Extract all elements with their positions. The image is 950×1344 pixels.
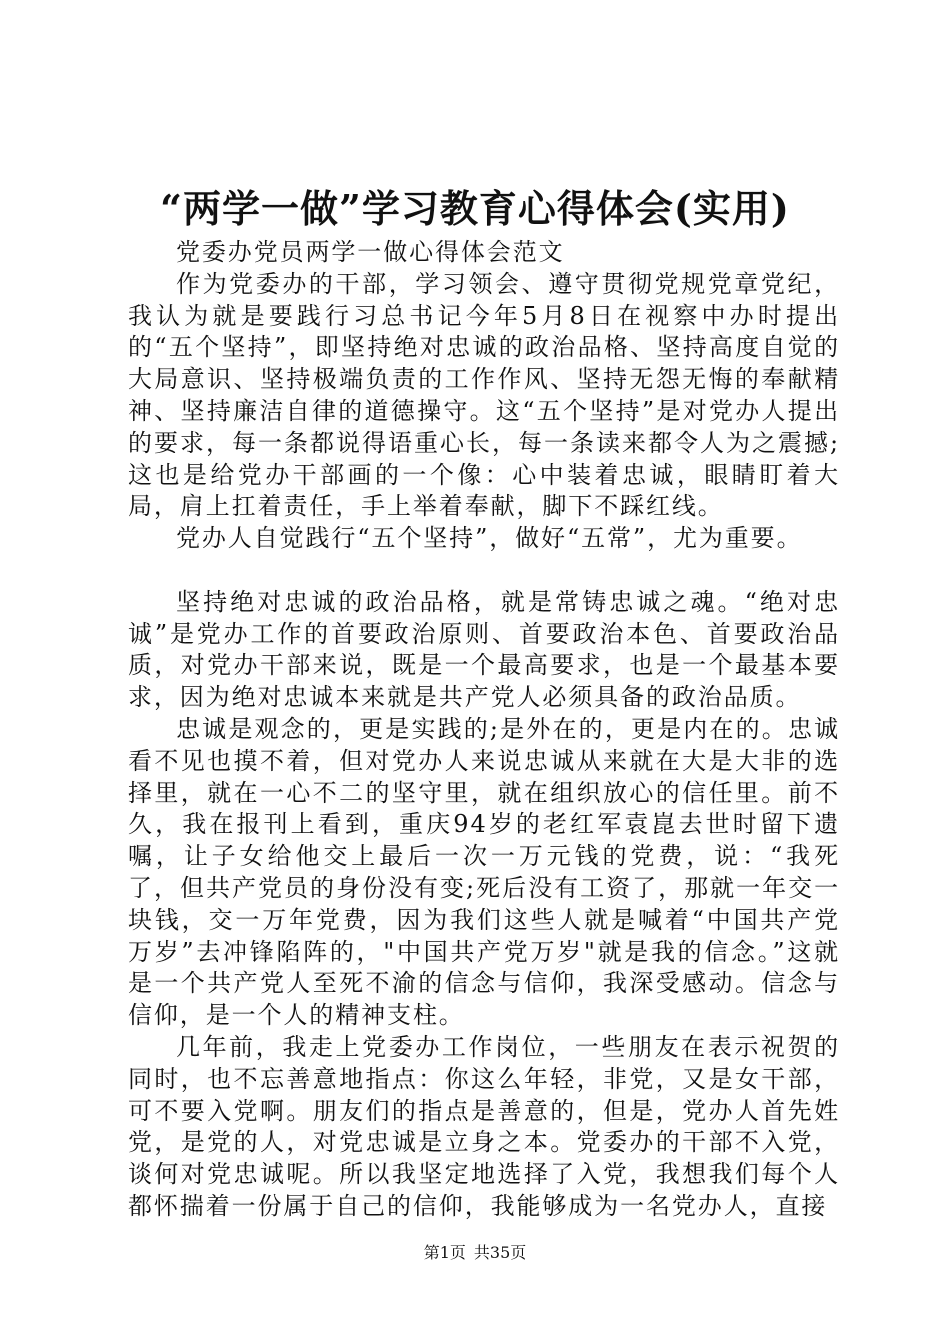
total-page-count: 共35页 — [473, 1243, 527, 1262]
current-page-number: 第1页 — [423, 1243, 466, 1262]
paragraph: 党办人自觉践行“五个坚持”，做好“五常”，尤为重要。 — [176, 524, 803, 553]
page-title: “两学一做”学习教育心得体会(实用) — [160, 186, 790, 231]
page-footer — [0, 1242, 950, 1264]
paragraph: 坚持绝对忠诚的政治品格，就是常铸忠诚之魂。“绝对忠诚”是党办工作的首要政治原则、首要政治本色、首要政治品质，对党办干部来说，既是一个最高要求，也是一个最基本要求，因为绝对忠诚本来就是共产党人必须具备的政治品质。 — [128, 587, 840, 712]
paragraph: 忠诚是观念的，更是实践的;是外在的，更是内在的。忠诚看不见也摸不着，但对党办人来说忠诚从来就在大是大非的选择里，就在一心不二的坚守里，就在组织放心的信任里。前不久，我在报刊上看到，重庆94岁的老红军袁崑去世时留下遗嘱，让子女给他交上最后一次一万元钱的党费，说：“我死了，但共产党员的身份没有变;死后没有工资了，那就一年交一块钱，交一万年党费，因为我们这些人就是喊着“中国共产党万岁”去冲锋陷阵的，"中国共产党万岁"就是我的信念。”这就是一个共产党人至死不渝的信念与信仰，我深受感动。信念与信仰，是一个人的精神支柱。 — [128, 714, 840, 1030]
paragraph: 作为党委办的干部，学习领会、遵守贯彻党规党章党纪，我认为就是要践行习总书记今年5月8日在视察中办时提出的“五个坚持”，即坚持绝对忠诚的政治品格、坚持高度自觉的大局意识、坚持极端负责的工作作风、坚持无怨无悔的奉献精神、坚持廉洁自律的道德操守。这“五个坚持”是对党办人提出的要求，每一条都说得语重心长，每一条读来都令人为之震撼;这也是给党办干部画的一个像：心中装着忠诚，眼睛盯着大局，肩上扛着责任，手上举着奉献，脚下不踩红线。 — [128, 269, 840, 521]
paragraph: 几年前，我走上党委办工作岗位，一些朋友在表示祝贺的同时，也不忘善意地指点：你这么年轻，非党，又是女干部，可不要入党啊。朋友们的指点是善意的，但是，党办人首先姓党，是党的人，对党忠诚是立身之本。党委办的干部不入党，谈何对党忠诚呢。所以我坚定地选择了入党，我想我们每个人都怀揣着一份属于自己的信仰，我能够成为一名党办人，直接 — [128, 1032, 840, 1220]
document-body — [128, 237, 840, 1223]
paragraph-subtitle: 党委办党员两学一做心得体会范文 — [176, 238, 565, 266]
